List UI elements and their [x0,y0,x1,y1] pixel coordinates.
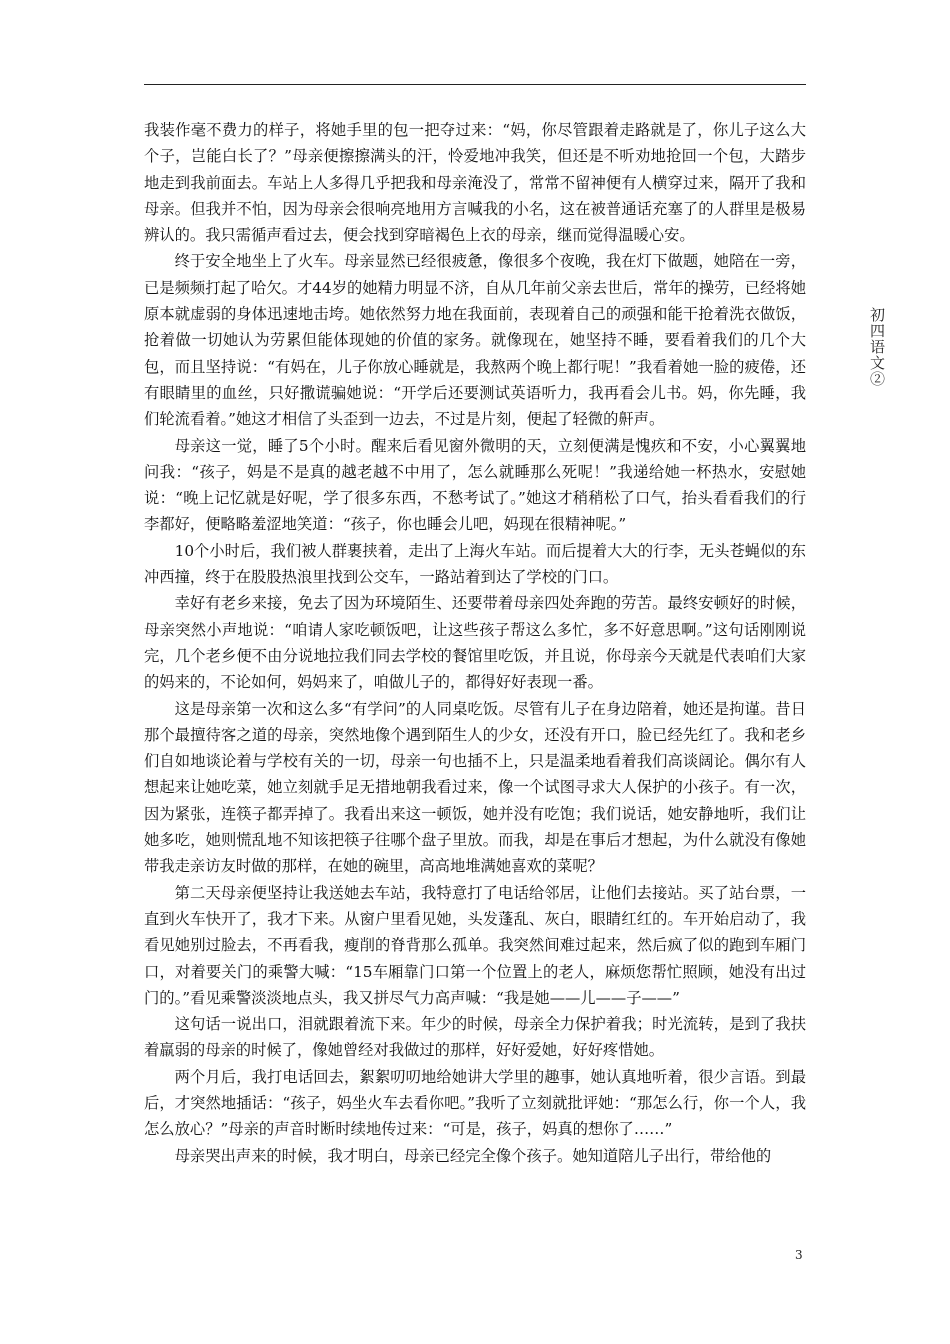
side-label: 初四语文② [868,307,886,387]
paragraph: 我装作毫不费力的样子，将她手里的包一把夺过来：“妈，你尽管跟着走路就是了，你儿子这么大个子，岂能白长了？”母亲便擦擦满头的汗，怜爱地冲我笑，但还是不听劝地抢回一个包，大踏步地走到我前面去。车站上人多得几乎把我和母亲淹没了，常常不留神便有人横穿过来，隔开了我和母亲。但我并不怕，因为母亲会很响亮地用方言喊我的小名，这在被普通话充塞了的人群里是极易辨认的。我只需循声看过去，便会找到穿暗褐色上衣的母亲，继而觉得温暖心安。 [144,121,806,245]
paragraph: 10个小时后，我们被人群裹挟着，走出了上海火车站。而后提着大大的行李，无头苍蝇似的东冲西撞，终于在股股热浪里找到公交车，一路站着到达了学校的门口。 [144,541,806,587]
header-rule [144,84,806,85]
paragraph: 这句话一说出口，泪就跟着流下来。年少的时候，母亲全力保护着我；时光流转，是到了我扶着羸弱的母亲的时候了，像她曾经对我做过的那样，好好爱她，好好疼惜她。 [144,1015,806,1060]
paragraph: 母亲这一觉，睡了5个小时。醒来后看见窗外微明的天，立刻便满是愧疚和不安，小心翼翼地问我：“孩子，妈是不是真的越老越不中用了，怎么就睡那么死呢！”我递给她一杯热水，安慰她说：“晚上记忆就是好呢，学了很多东西，不愁考试了。”她这才稍稍松了口气，抬头看看我们的行李都好，便略略羞涩地笑道：“孩子，你也睡会儿吧，妈现在很精神呢。” [144,436,806,534]
page-number: 3 [795,1248,803,1262]
article-body [144,117,806,1169]
paragraph: 两个月后，我打电话回去，絮絮叨叨地给她讲大学里的趣事，她认真地听着，很少言语。到最后，才突然地插话：“孩子，妈坐火车去看你吧。”我听了立刻就批评她：“那怎么行，你一个人，我怎么放心？”母亲的声音时断时续地传过来：“可是，孩子，妈真的想你了……” [144,1067,806,1139]
paragraph: 母亲哭出声来的时候，我才明白，母亲已经完全像个孩子。她知道陪儿子出行，带给他的 [174,1146,772,1165]
paragraph: 这是母亲第一次和这么多“有学问”的人同桌吃饭。尽管有儿子在身边陪着，她还是拘谨。昔日那个最擅待客之道的母亲，突然地像个遇到陌生人的少女，还没有开口，脸已经先红了。我和老乡们自如地谈论着与学校有关的一切，母亲一句也插不上，只是温柔地看着我们高谈阔论。偶尔有人想起来让她吃菜，她立刻就手足无措地朝我看过来，像一个试图寻求大人保护的小孩子。有一次，因为紧张，连筷子都弄掉了。我看出来这一顿饭，她并没有吃饱；我们说话，她安静地听，我们让她多吃，她则慌乱地不知该把筷子往哪个盘子里放。而我，却是在事后才想起，为什么就没有像她带我走亲访友时做的那样，在她的碗里，高高地堆满她喜欢的菜呢？ [144,699,806,876]
paragraph: 幸好有老乡来接，免去了因为环境陌生、还要带着母亲四处奔跑的劳苦。最终安顿好的时候，母亲突然小声地说：“咱请人家吃顿饭吧，让这些孩子帮这么多忙，多不好意思啊。”这句话刚刚说完，几个老乡便不由分说地拉我们同去学校的餐馆里吃饭，并且说，你母亲今天就是代表咱们大家的妈来的，不论如何，妈妈来了，咱做儿子的，都得好好表现一番。 [144,594,806,692]
paragraph: 终于安全地坐上了火车。母亲显然已经很疲惫，像很多个夜晚，我在灯下做题，她陪在一旁，已是频频打起了哈欠。才44岁的她精力明显不济，自从几年前父亲去世后，常年的操劳，已经将她原本就虚弱的身体迅速地击垮。她依然努力地在我面前，表现着自己的顽强和能干抢着洗衣做饭，抢着做一切她认为劳累但能体现她的价值的家务。就像现在，她坚持不睡，要看着我们的几个大包，而且坚持说：“有妈在，儿子你放心睡就是，我熬两个晚上都行呢！”我看着她一脸的疲倦，还有眼睛里的血丝，只好撒谎骗她说：“开学后还要测试英语听力，我再看会儿书。妈，你先睡，我们轮流看着。”她这才相信了头歪到一边去，不过是片刻，便起了轻微的鼾声。 [144,252,806,429]
paragraph: 第二天母亲便坚持让我送她去车站，我特意打了电话给邻居，让他们去接站。买了站台票，一直到火车快开了，我才下来。从窗户里看见她，头发蓬乱、灰白，眼睛红红的。车开始启动了，我看见她别过脸去，不再看我，瘦削的脊背那么孤单。我突然间难过起来，然后疯了似的跑到车厢门口，对着要关门的乘警大喊：“15车厢靠门口第一个位置上的老人，麻烦您帮忙照顾，她没有出过门的。”看见乘警淡淡地点头，我又拼尽气力高声喊：“我是她——儿——子——” [144,883,806,1007]
